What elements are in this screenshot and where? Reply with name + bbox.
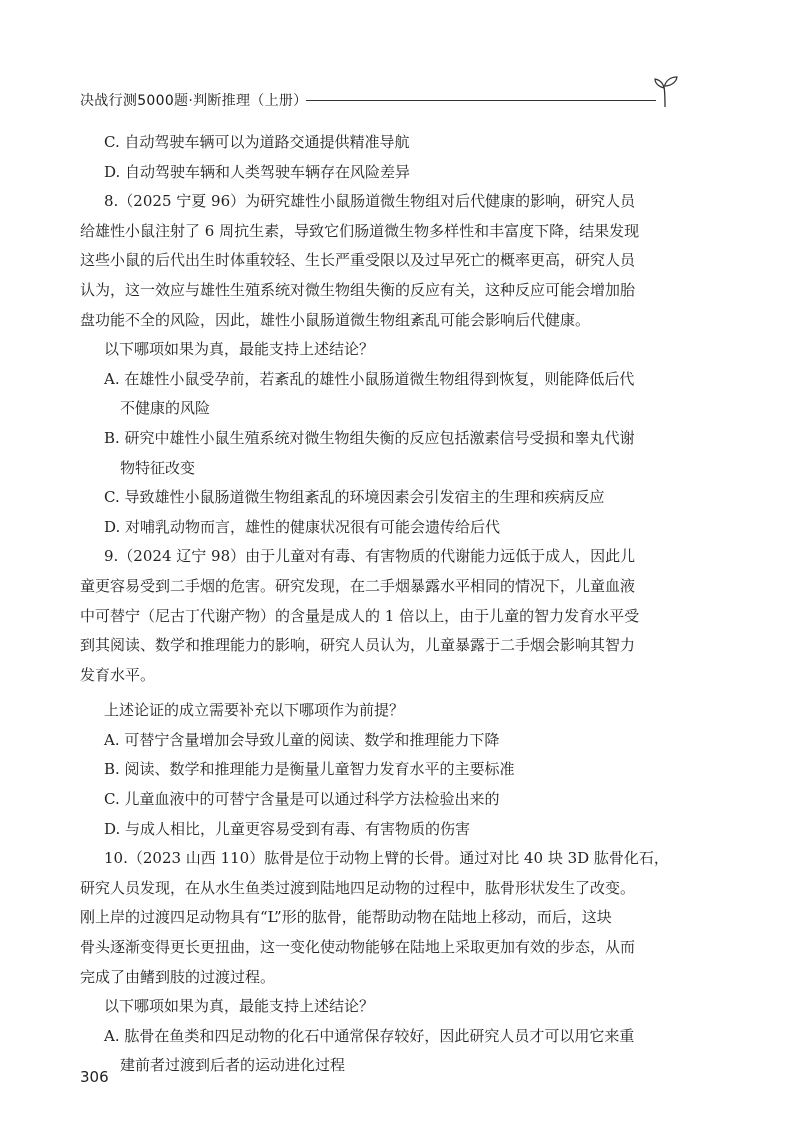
question-10-stem: 刚上岸的过渡四足动物具有“L”形的肱骨，能帮助动物在陆地上移动，而后，这块 bbox=[80, 908, 612, 927]
question-8-stem: 盘功能不全的风险，因此，雄性小鼠肠道微生物组紊乱可能会影响后代健康。 bbox=[80, 310, 591, 329]
question-9-prompt: 上述论证的成立需要补充以下哪项作为前提？ bbox=[104, 701, 405, 720]
question-10-stem: 骨头逐渐变得更长更扭曲，这一变化使动物能够在陆地上采取更加有效的步态，从而 bbox=[80, 938, 636, 957]
question-8-prompt: 以下哪项如果为真，最能支持上述结论？ bbox=[104, 340, 375, 359]
question-10-stem: 10.（2023 山西 110）肱骨是位于动物上臂的长骨。通过对比 40 块 3D 肱骨化石， bbox=[104, 849, 669, 868]
question-9-stem: 到其阅读、数学和推理能力的影响，研究人员认为，儿童暴露于二手烟会影响其智力 bbox=[80, 636, 636, 655]
option-line: 建前者过渡到后者的运动进化过程 bbox=[120, 1056, 346, 1075]
option-line: A. 在雄性小鼠受孕前，若紊乱的雄性小鼠肠道微生物组得到恢复，则能降低后代 bbox=[104, 369, 635, 388]
option-line: A. 可替宁含量增加会导致儿童的阅读、数学和推理能力下降 bbox=[104, 730, 500, 749]
question-8-stem: 认为，这一效应与雄性生殖系统对微生物组失衡的反应有关，这种反应可能会增加胎 bbox=[80, 280, 636, 299]
question-8-stem: 这些小鼠的后代出生时体重较轻、生长严重受限以及过早死亡的概率更高，研究人员 bbox=[80, 251, 636, 270]
question-10-stem: 研究人员发现，在从水生鱼类过渡到陆地四足动物的过程中，肱骨形状发生了改变。 bbox=[80, 878, 636, 897]
page-body bbox=[80, 128, 680, 1081]
option-line: A. 肱骨在鱼类和四足动物的化石中通常保存较好，因此研究人员才可以用它来重 bbox=[104, 1026, 635, 1045]
question-9-stem: 9.（2024 辽宁 98）由于儿童对有毒、有害物质的代谢能力远低于成人，因此儿 bbox=[104, 547, 636, 566]
option-line: 不健康的风险 bbox=[120, 399, 211, 418]
sprout-icon bbox=[652, 74, 680, 108]
page-number: 306 bbox=[80, 1068, 109, 1086]
header-rule bbox=[306, 100, 656, 101]
option-line: D. 对哺乳动物而言，雄性的健康状况很有可能会遗传给后代 bbox=[104, 517, 501, 536]
option-line: C. 自动驾驶车辆可以为道路交通提供精准导航 bbox=[104, 133, 410, 151]
question-9-stem: 童更容易受到二手烟的危害。研究发现，在二手烟暴露水平相同的情况下，儿童血液 bbox=[80, 576, 636, 595]
option-line: B. 研究中雄性小鼠生殖系统对微生物组失衡的反应包括激素信号受损和睾丸代谢 bbox=[104, 428, 635, 447]
question-10-stem: 完成了由鳍到肢的过渡过程。 bbox=[80, 967, 276, 986]
running-header bbox=[80, 84, 680, 114]
book-title: 决战行测5000题·判断推理（上册） bbox=[80, 93, 308, 109]
option-line: C. 儿童血液中的可替宁含量是可以通过科学方法检验出来的 bbox=[104, 790, 500, 809]
question-9-stem: 发育水平。 bbox=[80, 665, 156, 684]
option-line: D. 与成人相比，儿童更容易受到有毒、有害物质的伤害 bbox=[104, 819, 471, 838]
question-9-stem: 中可替宁（尼古丁代谢产物）的含量是成人的 1 倍以上，由于儿童的智力发育水平受 bbox=[80, 606, 640, 625]
option-line: D. 自动驾驶车辆和人类驾驶车辆存在风险差异 bbox=[104, 162, 411, 181]
option-line: C. 导致雄性小鼠肠道微生物组紊乱的环境因素会引发宿主的生理和疾病反应 bbox=[104, 488, 605, 507]
question-8-stem: 给雄性小鼠注射了 6 周抗生素，导致它们肠道微生物多样性和丰富度下降，结果发现 bbox=[80, 221, 640, 240]
option-line: 物特征改变 bbox=[120, 458, 196, 477]
question-10-prompt: 以下哪项如果为真，最能支持上述结论？ bbox=[104, 997, 375, 1016]
option-line: B. 阅读、数学和推理能力是衡量儿童智力发育水平的主要标准 bbox=[104, 760, 515, 779]
question-8-stem: 8.（2025 宁夏 96）为研究雄性小鼠肠道微生物组对后代健康的影响，研究人员 bbox=[104, 192, 636, 211]
